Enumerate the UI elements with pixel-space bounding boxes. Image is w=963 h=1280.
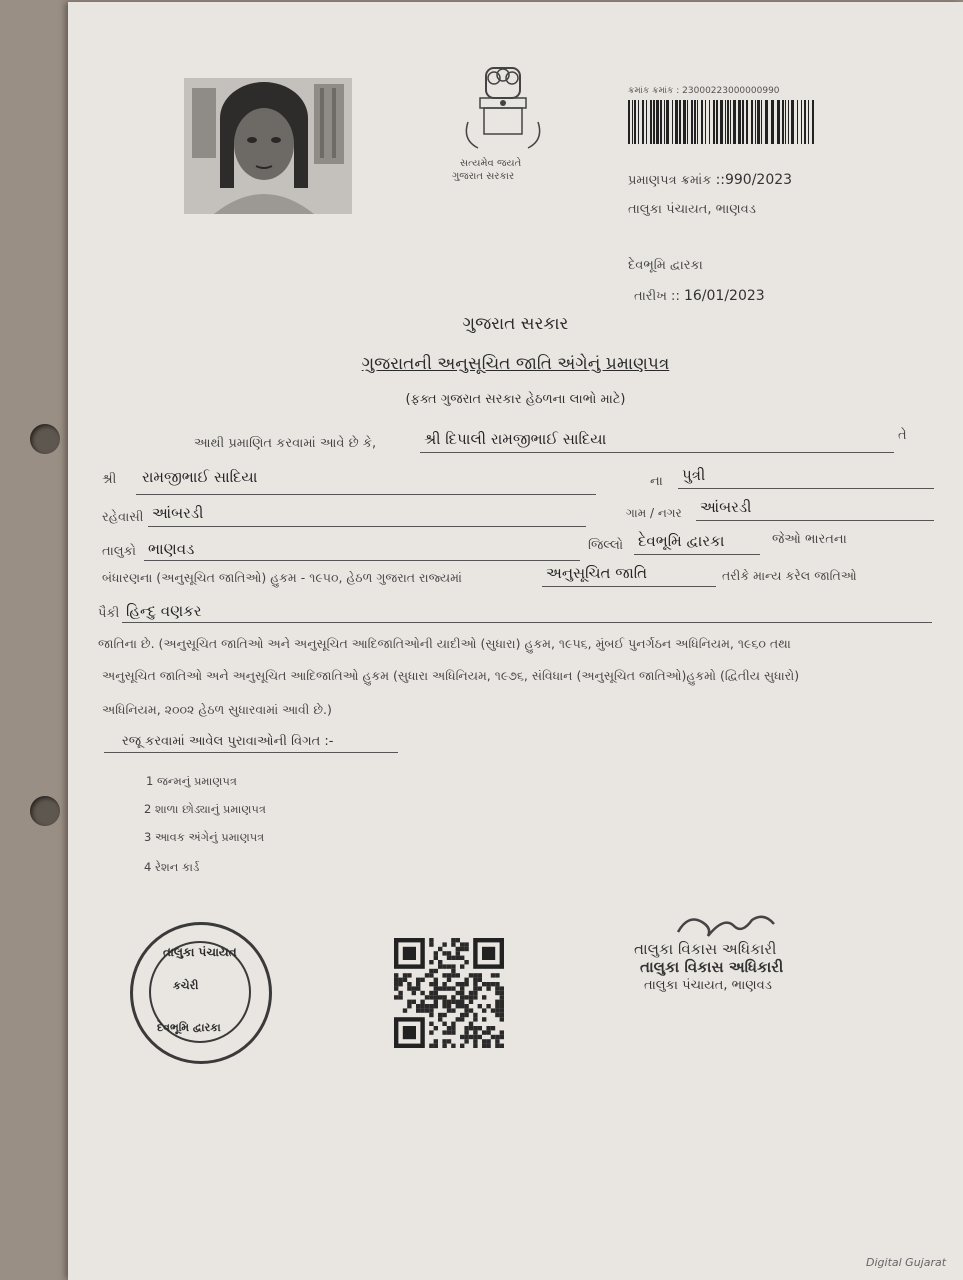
signatory-office: તાલુકા પંચાયત, ભાણવડ (644, 978, 772, 993)
issuing-office: તાલુકા પંચાયત, ભાણવડ (628, 202, 756, 217)
office-seal (130, 922, 272, 1064)
certificate-number-label: પ્રમાણપત્ર ક્રમાંક (628, 173, 712, 188)
signature-scribble (668, 908, 788, 942)
na-label: ના (650, 474, 663, 489)
certificate-title: ગુજરાતની અનુસૂચિત જાતિ અંગેનું પ્રમાણપત્ર (361, 354, 670, 374)
intro-label: આથી પ્રમાણિત કરવામાં આવે છે કે, (194, 436, 377, 451)
village-value: આંબરડી (700, 498, 752, 516)
district-label: જિલ્લો (588, 538, 624, 553)
barcode (628, 100, 816, 144)
govt-heading: ગુજરાત સરકાર (462, 314, 569, 334)
resident-label: રહેવાસી (102, 510, 144, 525)
body-line-1: જાતિના છે. (અનુસૂચિત જાતિઓ અને અનુસૂચિત આદિજાતિઓની યાદીઓ (સુધારા) હુકમ, ૧૯૫૬, મુંબઈ પુનર્ગઠન અધિનિયમ, ૧૯૬૦ તથા (98, 636, 791, 651)
punch-hole (30, 424, 60, 454)
te-label: તે (898, 428, 907, 443)
issuing-district: દેવભૂમિ દ્વારકા (628, 258, 703, 273)
body-line-2: અનુસૂચિત જાતિઓ અને અનુસૂચિત આદિજાતિઓ હુકમ (સુધારા અધિનિયમ, ૧૯૭૬, સંવિધાન (અનુસૂચિત જાતિઓ)હુકમો (દ્વિતીય સુધારો) (102, 668, 800, 683)
state-emblem-icon (458, 62, 548, 158)
certificate-number-value: ::990/2023 (715, 172, 793, 188)
shri-label: શ્રી (102, 472, 117, 487)
issue-date-label: તારીખ :: (634, 289, 680, 304)
category-value: અનુસૂચિત જાતિ (546, 564, 648, 582)
issue-date (634, 288, 765, 304)
serial-label: ક્રમાંક ક્રમાંક : (628, 86, 680, 96)
signatory-title-2: તાલુકા વિકાસ અધિકારી (640, 958, 784, 976)
emblem-caption-1: સત્યમેવ જયતે (460, 158, 522, 169)
seal-top-text: તાલુકા પંચાયત (163, 945, 237, 959)
serial-number: 23000223000000990 (682, 86, 780, 96)
footer-watermark: Digital Gujarat (866, 1256, 947, 1269)
body-line-3: અધિનિયમ, ૨૦૦૨ હેઠળ સુધારવામાં આવી છે.) (102, 702, 332, 717)
india-text: જેઓ ભારતના (772, 532, 847, 547)
father-name: રામજીભાઈ સાદિયા (142, 468, 258, 486)
seal-middle-text: કચેરી (173, 979, 199, 992)
village-label: ગામ / નગર (626, 506, 682, 520)
applicant-name: શ્રી દિપાલી રામજીભાઈ સાદિયા (424, 430, 607, 448)
resident-value: આંબરડી (152, 504, 204, 522)
caste-value: હિન્દુ વણકર (126, 602, 202, 620)
among-label: પૈકી (98, 606, 120, 621)
certificate-number (628, 172, 792, 188)
applicant-photo (184, 78, 352, 214)
seal-bottom-text: દેવભૂમિ દ્વારકા (157, 1021, 221, 1034)
district-value: દેવભૂમિ દ્વારકા (638, 532, 725, 550)
relation-value: પુત્રી (682, 466, 706, 484)
constitution-text: બંધારણના (અનુસૂચિત જાતિઓ) હુકમ - ૧૯૫૦, હેઠળ ગુજરાત રાજ્યમાં (102, 570, 462, 585)
taluka-value: ભાણવડ (148, 540, 195, 558)
document-item: 1 જન્મનું પ્રમાણપત્ર (146, 774, 237, 788)
document-item: 4 રેશન કાર્ડ (144, 860, 200, 874)
taluka-label: તાલુકો (102, 544, 137, 559)
certificate-sheet (68, 2, 963, 1280)
serial-line (628, 86, 780, 96)
issue-date-value: 16/01/2023 (683, 288, 765, 304)
certificate-subtitle: (ફક્ત ગુજરાત સરકાર હેઠળના લાભો માટે) (405, 392, 626, 407)
punch-hole (30, 796, 60, 826)
recognized-text: તરીકે માન્ય કરેલ જાતિઓ (722, 568, 857, 583)
qr-code-icon (394, 938, 506, 1054)
document-item: 3 આવક અંગેનું પ્રમાણપત્ર (144, 830, 265, 844)
documents-heading: રજૂ કરવામાં આવેલ પુરાવાઓની વિગત :- (122, 734, 334, 749)
signatory-title-1: તાલુકા વિકાસ અધિકારી (634, 940, 777, 958)
emblem-caption-2: ગુજરાત સરકાર (452, 171, 515, 182)
document-item: 2 શાળા છોડ્યાનું પ્રમાણપત્ર (144, 802, 266, 816)
